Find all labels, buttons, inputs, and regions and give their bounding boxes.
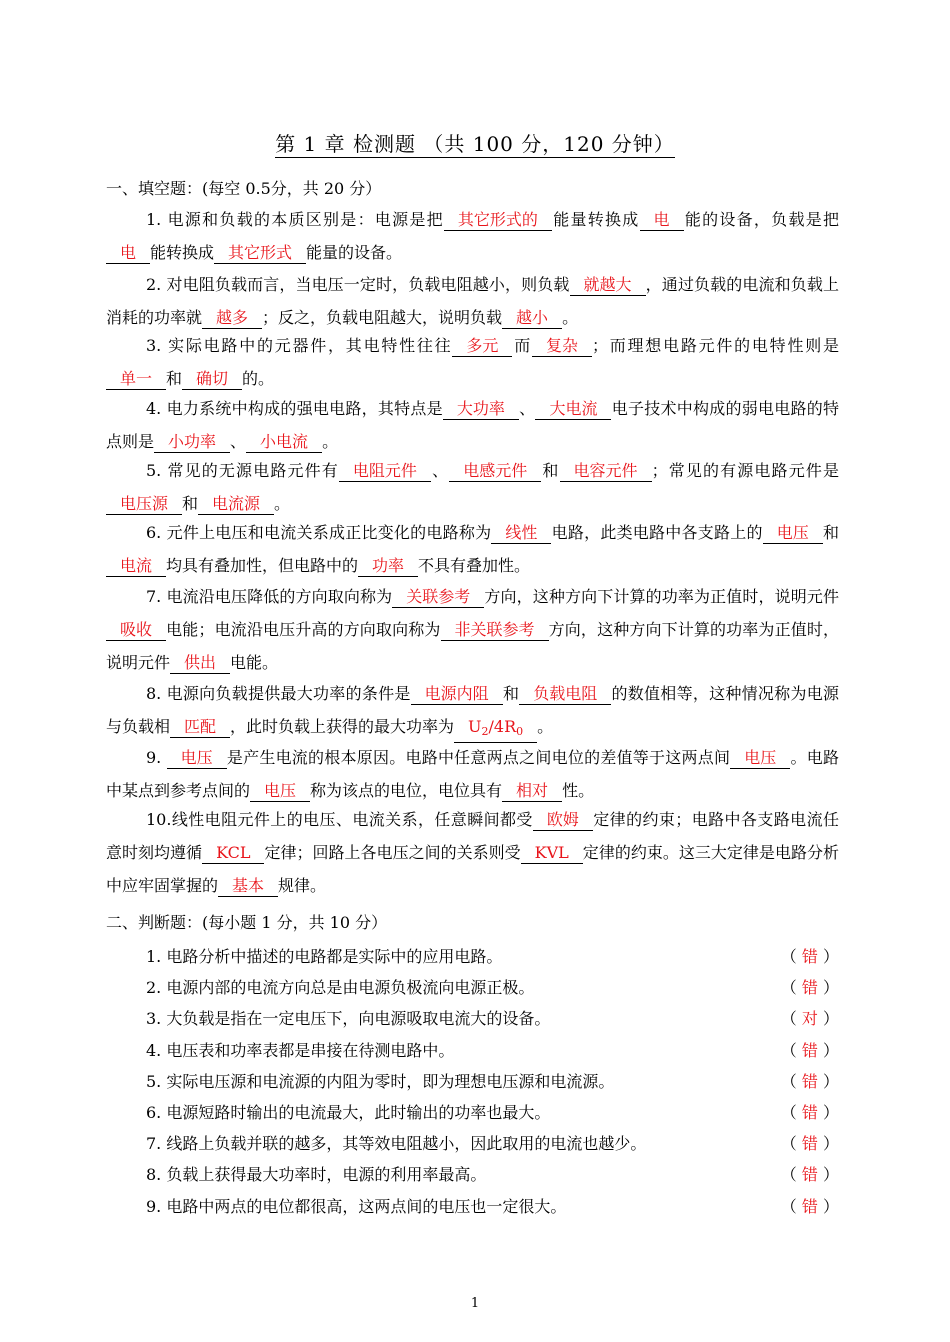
judgement-question: 3. 大负载是指在一定电压下，向电源吸取电流大的设备。 [146,1009,551,1029]
question-text: 性。 [562,781,595,800]
question-text: ，此时负载上获得的最大功率为 [230,717,455,736]
judgement-answer-text: 错 [801,1165,818,1185]
question-text: 、 [430,461,450,480]
judgement-question: 2. 电源内部的电流方向总是由电源负极流向电源正极。 [146,978,535,998]
fill-item-9 [106,741,839,807]
answer-blank [449,461,541,482]
judgement-question: 4. 电压表和功率表都是串接在待测电路中。 [146,1040,455,1060]
fill-item-5 [106,454,839,520]
question-text: 能的设备，负载是把 [683,210,839,229]
question-text: 。电路中某点到参考点间的 [106,748,839,800]
judgement-question: 1. 电路分析中描述的电路都是实际中的应用电路。 [146,947,503,966]
answer-text: 电流源 [212,494,261,513]
answer-text: 线性 [505,523,538,542]
answer-blank [535,399,611,420]
question-text: 、 [230,432,247,451]
question-text: 电路，此类电路中各支路上的 [551,523,763,542]
question-text: 6. 元件上电压和电流关系成正比变化的电路称为 [146,523,492,542]
judgement-row [146,944,839,968]
question-text: 均具有叠加性，但电路中的 [166,556,359,575]
answer-text: 电容元件 [573,461,638,480]
question-text: 不具有叠加性。 [418,556,531,575]
answer-blank [491,523,551,544]
answer-blank [392,587,484,608]
answer-blank [358,556,418,577]
answer-text: 匹配 [184,717,217,736]
question-text: 3. 实际电路中的元器件，其电特性往往 [146,336,453,355]
answer-blank [154,432,230,453]
judgement-question: 9. 电路中两点的电位都很高，这两点间的电压也一定很大。 [146,1196,567,1216]
answer-text: 电流 [120,556,153,575]
answer-blank [250,781,310,802]
judgement-question: 7. 线路上负载并联的越多，其等效电阻越小，因此取用的电流也越少。 [146,1134,647,1154]
answer-text: 电 [120,243,137,262]
answer-blank [106,243,150,264]
question-text: 电子技术中构成的弱电电路的特点则是 [106,399,839,451]
answer-text: 相对 [516,781,549,800]
question-text: 的数值相等，这种情况称为电源与负载相 [106,684,839,736]
answer-blank [218,876,278,897]
answer-text: 越小 [516,308,549,327]
answer-blank [182,369,242,390]
question-text: 定律的约束。这三大定律是电路分析中应牢固掌握的 [106,843,839,895]
answer-blank [533,810,593,831]
judgement-row [146,1069,839,1093]
question-text: 规律。 [278,876,327,895]
answer-blank [452,336,512,357]
judgement-answer-text: 错 [801,1071,818,1091]
judgement-answer-text: 错 [801,978,818,998]
answer-blank [198,494,274,515]
question-text: 7. 电流沿电压降低的方向取向称为 [146,587,393,606]
judgement-answer: （ 错 ） [780,1040,839,1060]
answer-blank [560,461,652,482]
judgement-row [146,1131,839,1155]
fill-item-7 [106,580,839,679]
answer-text: 电压源 [120,494,169,513]
question-text: 1. 电源和负载的本质区别是：电源是把 [146,210,444,229]
question-text: 是产生电流的根本原因。电路中任意两点之间电位的差值等于这两点间 [226,748,731,767]
section2-heading: 二、判断题：(每小题 1 分，共 10 分） [106,913,388,932]
judgement-row [146,1162,839,1186]
question-text: ；常见的有源电路元件是 [651,461,839,480]
fill-item-10 [106,803,839,902]
judgement-answer-text: 对 [801,1009,818,1029]
judgement-answer: （ 错 ） [780,947,839,966]
judgement-row [146,1194,839,1218]
judgement-answer-text: 错 [801,1196,818,1216]
answer-text: KCL [216,843,251,862]
question-text: 方向，这种方向下计算的功率为正值时，说明元件 [106,620,839,672]
question-text: ；反之，负载电阻越大，说明负载 [262,308,503,327]
judgement-row [146,1038,839,1062]
answer-text: 其它形式 [228,243,293,262]
answer-blank [411,684,503,705]
judgement-answer-text: 错 [801,1040,818,1060]
question-text: 电能；电流沿电压升高的方向取向称为 [166,620,441,639]
page-title [0,128,950,157]
judgement-row [146,1100,839,1124]
judgement-answer-text: 错 [801,1103,818,1122]
answer-text: 越多 [216,308,249,327]
question-text: 和 [166,369,183,388]
answer-text: 小电流 [260,432,309,451]
question-text: 9. [146,748,167,767]
question-text: 5. 常见的无源电路元件有 [146,461,339,480]
question-text: 能量的设备。 [306,243,403,262]
judgement-answer-text: 错 [801,947,818,966]
answer-text: 电压 [744,748,777,767]
question-text: 和 [502,684,520,703]
answer-blank [532,336,592,357]
question-text: 。 [274,494,291,513]
answer-blank [106,556,166,577]
answer-text: 就越大 [583,275,632,294]
answer-blank [519,684,611,705]
question-text: 能转换成 [150,243,215,262]
question-text: 和 [541,461,560,480]
fill-item-4 [106,392,839,458]
question-text: 方向，这种方向下计算的功率为正值时，说明元件 [484,587,839,606]
page-number: 1 [470,1296,480,1311]
answer-blank [443,399,519,420]
question-text: 定律的约束；电路中各支路电流任意时刻均遵循 [106,810,839,862]
answer-blank [106,620,166,641]
judgement-question: 6. 电源短路时输出的电流最大，此时输出的功率也最大。 [146,1103,551,1122]
answer-text: 功率 [372,556,405,575]
question-text: 的。 [242,369,275,388]
answer-blank [444,210,552,231]
answer-text: 多元 [466,336,499,355]
answer-blank [502,308,562,329]
question-text: 。 [562,308,579,327]
judgement-question: 5. 实际电压源和电流源的内阻为零时，即为理想电压源和电流源。 [146,1071,615,1091]
title-text: 第 1 章 检测题 （共 100 分，120 分钟） [275,132,675,156]
judgement-question: 8. 负载上获得最大功率时，电源的利用率最高。 [146,1165,487,1185]
judgement-answer: （ 错 ） [780,1196,839,1216]
fill-item-3 [106,329,839,395]
question-text: 、 [518,399,536,418]
judgement-answer-text: 错 [801,1134,818,1154]
answer-text: 基本 [232,876,265,895]
answer-blank [246,432,322,453]
answer-text: 电源内阻 [424,684,489,703]
answer-text: 供出 [184,653,217,672]
answer-text: 大电流 [549,399,598,418]
answer-text: 大功率 [456,399,505,418]
answer-blank [502,781,562,802]
judgement-answer: （ 错 ） [780,1103,839,1122]
answer-blank [570,275,646,296]
question-text: 。 [322,432,339,451]
answer-text: 电 [653,210,670,229]
answer-text: 吸收 [120,620,153,639]
question-text: 和 [822,523,839,542]
question-text: 和 [182,494,199,513]
question-text: 。 [537,717,554,736]
answer-blank [339,461,431,482]
answer-blank [170,717,230,738]
answer-text: 复杂 [545,336,578,355]
question-text: 定律；回路上各电压之间的关系则受 [264,843,521,862]
answer-blank [521,843,583,864]
answer-text: 小功率 [168,432,217,451]
answer-text: 电压 [776,523,809,542]
answer-text: 负载电阻 [533,684,598,703]
question-text: 称为该点的电位，电位具有 [310,781,503,800]
question-text: 2. 对电阻负载而言，当电压一定时，负载电阻越小，则负载 [146,275,570,294]
question-text: 8. 电源向负载提供最大功率的条件是 [146,684,411,703]
fill-item-2 [106,268,839,334]
question-text: 10.线性电阻元件上的电压、电流关系，任意瞬间都受 [146,810,533,829]
answer-text: 非关联参考 [454,620,535,639]
answer-blank [106,494,182,515]
judgement-answer: （ 对 ） [780,1009,839,1029]
question-text: ，通过负载的电流和负载上消耗的功率就 [106,275,839,327]
answer-text: 电感元件 [463,461,528,480]
judgement-answer: （ 错 ） [780,1165,839,1185]
answer-blank [441,620,549,641]
fill-item-8 [106,677,839,743]
answer-blank [202,843,264,864]
answer-text: 单一 [120,369,153,388]
answer-blank [167,748,227,769]
fill-item-1 [106,203,839,269]
question-text: ；而理想电路元件的电特性则是 [592,336,839,355]
answer-text: 其它形式的 [457,210,538,229]
answer-text: 电压 [264,781,297,800]
answer-blank [640,210,684,231]
judgement-answer: （ 错 ） [780,1071,839,1091]
answer-text: 电阻元件 [352,461,417,480]
question-text: 电能。 [230,653,279,672]
question-text: 4. 电力系统中构成的强电电路，其特点是 [146,399,443,418]
answer-text: $U_2/4R_0$ [468,717,524,738]
judgement-answer: （ 错 ） [780,978,839,998]
question-text: 能量转换成 [551,210,640,229]
answer-blank [202,308,262,329]
question-text: 而 [512,336,532,355]
answer-text: KVL [534,843,569,862]
answer-text: 关联参考 [406,587,471,606]
answer-text: 欧姆 [546,810,579,829]
answer-text: 电压 [180,748,213,767]
answer-blank [763,523,823,544]
answer-blank [454,717,537,743]
answer-blank [170,653,230,674]
answer-blank [214,243,306,264]
judgement-row [146,975,839,999]
answer-blank [106,369,166,390]
fill-item-6 [106,516,839,582]
judgement-row [146,1006,839,1030]
judgement-answer: （ 错 ） [780,1134,839,1154]
answer-blank [730,748,790,769]
answer-text: 确切 [196,369,229,388]
section1-heading: 一、填空题：(每空 0.5分，共 20 分） [106,179,382,198]
